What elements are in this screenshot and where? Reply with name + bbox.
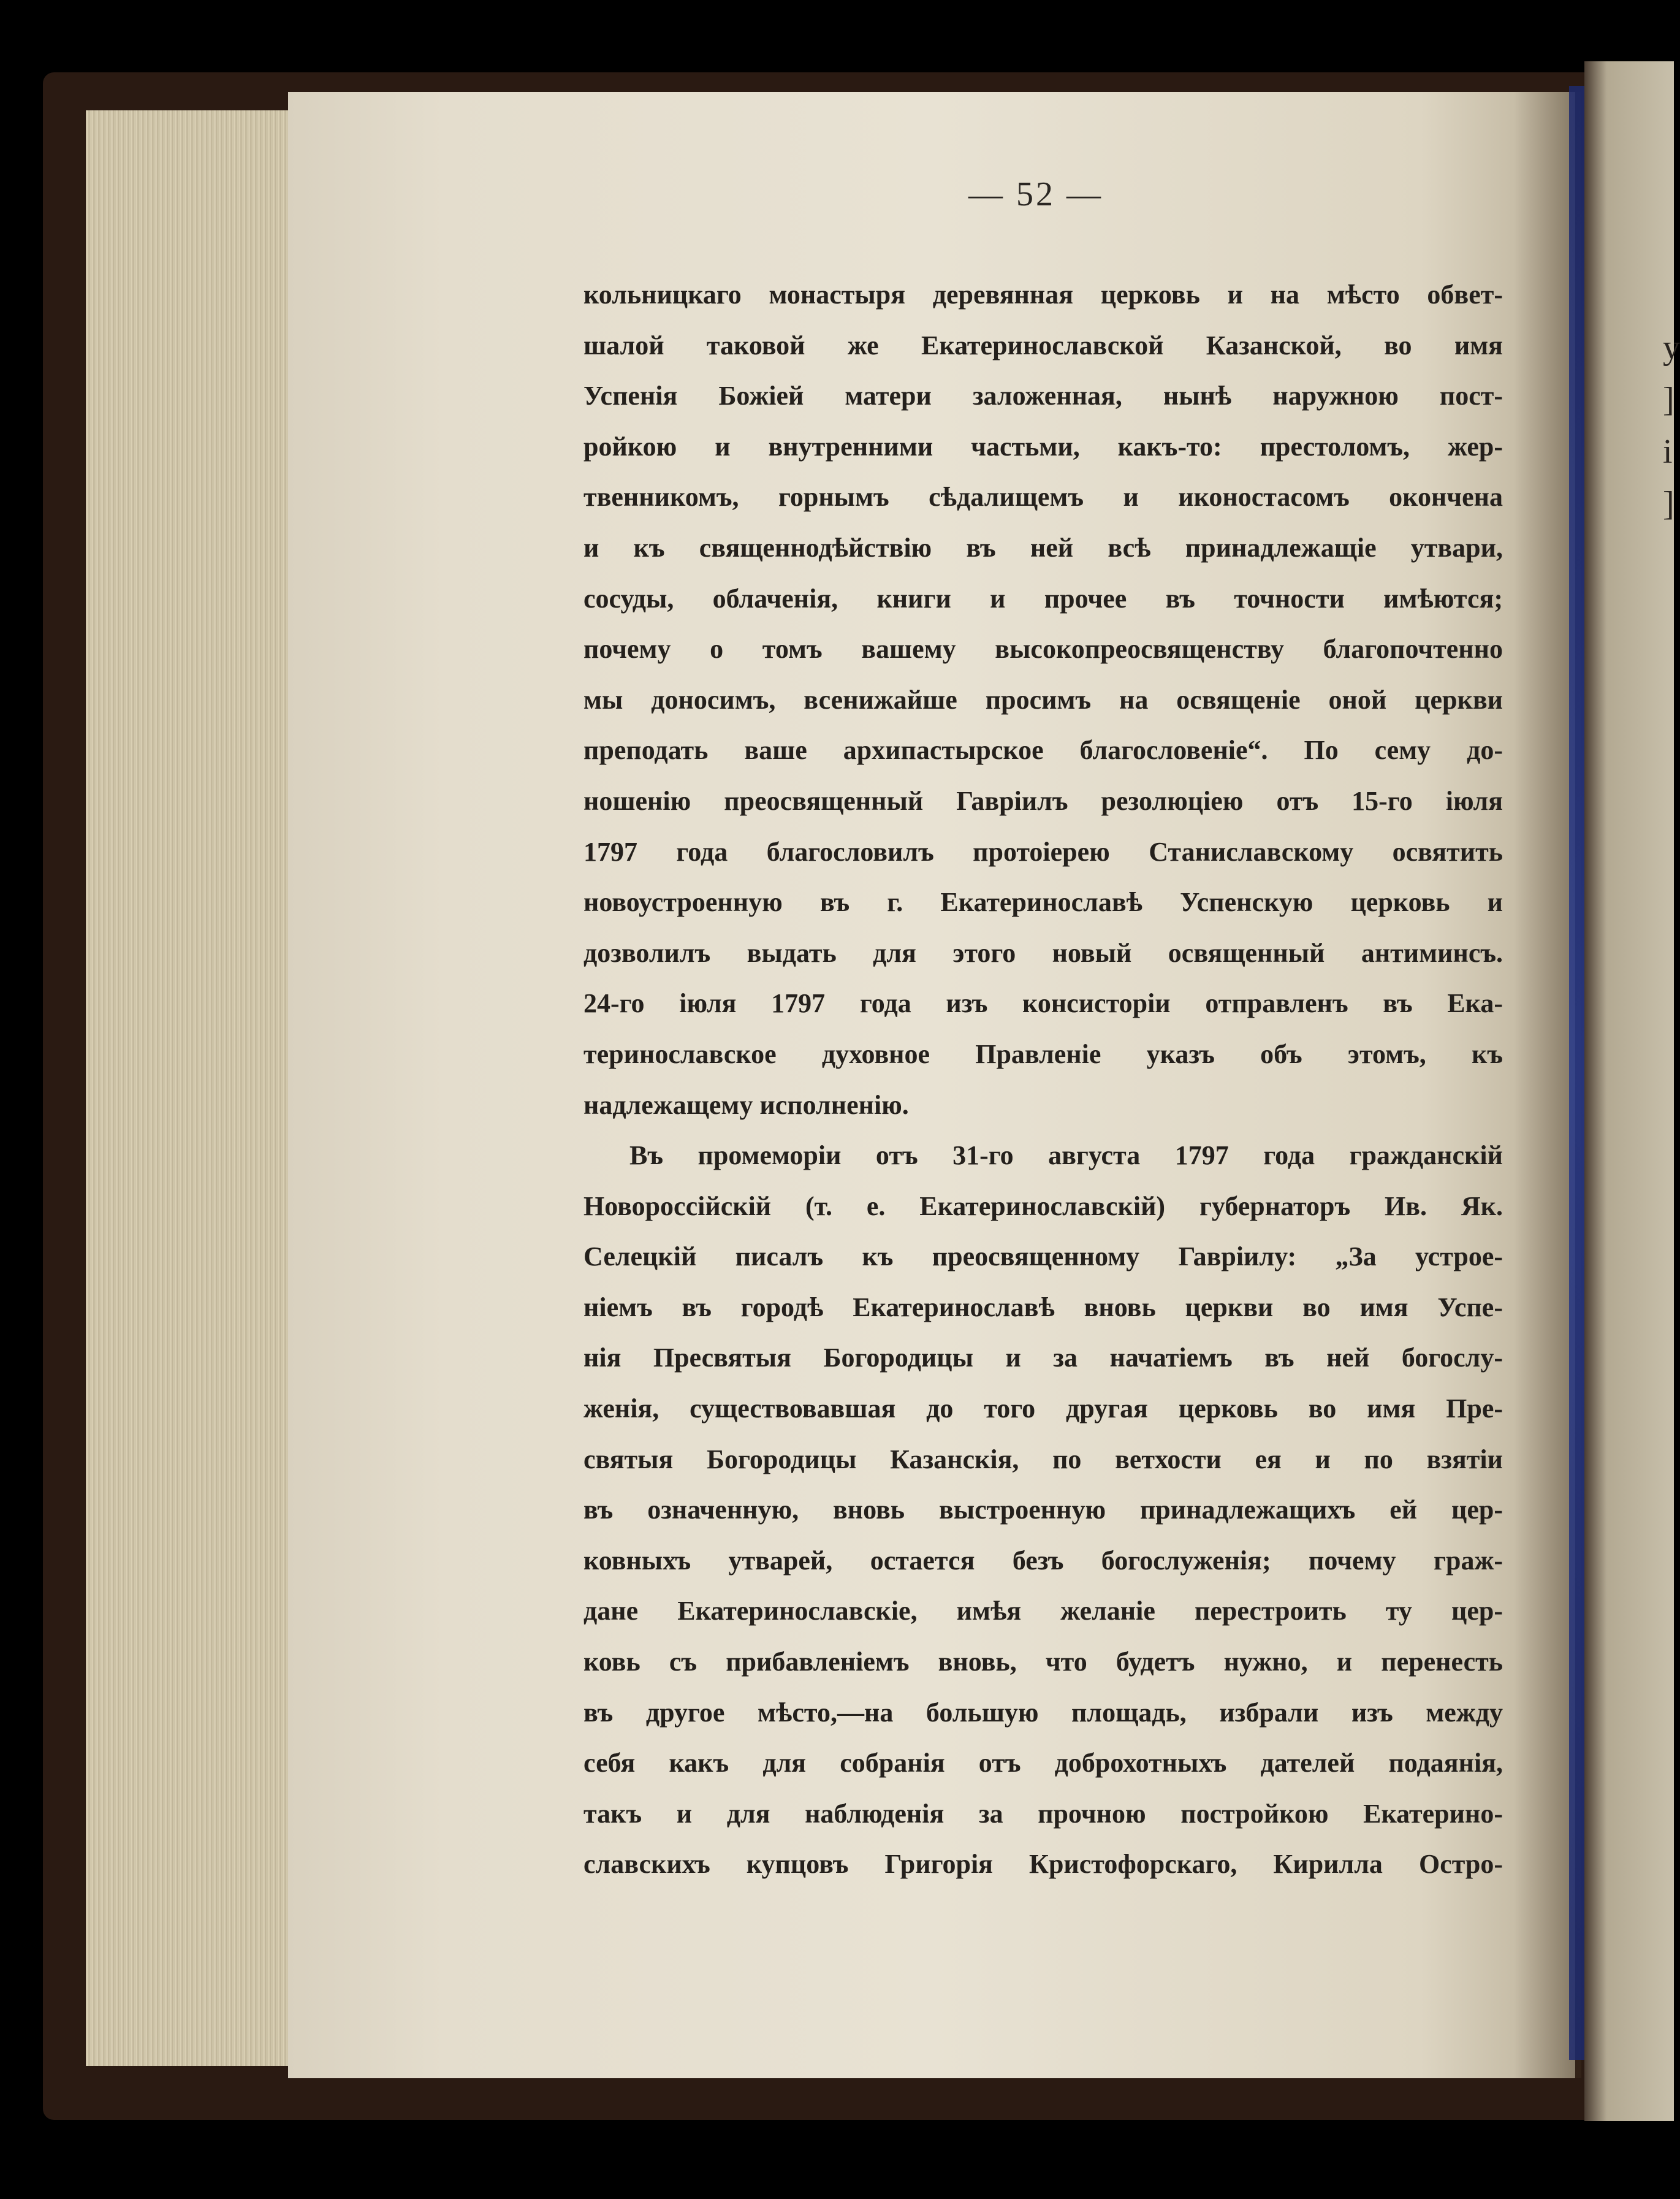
text-line: Новороссійскій (т. е. Екатеринославскій) губернаторъ Ив. Як.: [583, 1191, 1503, 1221]
text-line: надлежащему исполненію.: [583, 1089, 909, 1120]
page-number: — 52 —: [968, 175, 1103, 213]
text-line: себя какъ для собранія отъ доброхотныхъ дателей подаянія,: [583, 1748, 1503, 1778]
text-line: ройкою и внутренними частьми, какъ-то: престоломъ, жер-: [583, 431, 1503, 462]
next-page-fragment: [1584, 61, 1680, 2121]
text-line: женія, существовавшая до того другая церковь во имя Пре-: [583, 1393, 1503, 1424]
text-line: Селецкій писалъ къ преосвященному Гавріилу: „За устрое-: [583, 1241, 1503, 1272]
text-line: почему о томъ вашему высокопреосвященству благопочтенно: [583, 634, 1503, 665]
text-line: и къ священнодѣйствію въ ней всѣ принадлежащіе утвари,: [583, 532, 1503, 563]
text-line: мы доносимъ, всенижайше просимъ на освященіе оной церкви: [583, 684, 1503, 715]
text-line: славскихъ купцовъ Григорія Кристофорскаго, Кирилла Остро-: [583, 1849, 1503, 1880]
text-line: шалой таковой же Екатеринославской Казанской, во имя: [583, 330, 1503, 360]
next-page-char: у: [1663, 329, 1680, 367]
text-line: въ означенную, вновь выстроенную принадлежащихъ ей цер-: [583, 1495, 1503, 1525]
text-line: въ другое мѣсто,—на большую площадь, избрали изъ между: [583, 1697, 1503, 1728]
text-line: нія Пресвятыя Богородицы и за начатіемъ въ ней богослу-: [583, 1343, 1503, 1373]
text-line: ковныхъ утварей, остается безъ богослуженія; почему граж-: [583, 1545, 1503, 1576]
page-edges: [86, 110, 294, 2066]
text-line: ніемъ въ городѣ Екатеринославѣ вновь церкви во имя Успе-: [583, 1292, 1503, 1322]
text-line: сосуды, облаченія, книги и прочее въ точности имѣются;: [583, 583, 1503, 614]
paragraph-start-line: Въ промеморіи отъ 31-го августа 1797 года гражданскій: [629, 1140, 1503, 1171]
text-line: Успенія Божіей матери заложенная, нынѣ наружною пост-: [583, 381, 1503, 411]
text-line: 1797 года благословилъ протоіерею Станиславскому освятить: [583, 836, 1503, 867]
blue-page-edge: [1569, 86, 1586, 2060]
text-line: 24-го іюля 1797 года изъ консисторіи отправленъ въ Ека-: [583, 988, 1503, 1019]
text-line: теринославское духовное Правленіе указъ объ этомъ, къ: [583, 1039, 1503, 1069]
text-line: дане Екатеринославскіе, имѣя желаніе перестроить ту цер-: [583, 1596, 1503, 1626]
text-line: ношенію преосвященный Гавріилъ резолюціею отъ 15-го іюля: [583, 785, 1503, 816]
text-line: дозволилъ выдать для этого новый освященный антиминсъ.: [583, 937, 1503, 968]
text-line: ковь съ прибавленіемъ вновь, что будетъ нужно, и перенесть: [583, 1647, 1503, 1677]
text-line: святыя Богородицы Казанскія, по ветхости ея и по взятіи: [583, 1444, 1503, 1474]
text-line: кольницкаго монастыря деревянная церковь и на мѣсто обвет-: [583, 280, 1503, 310]
next-page-char: ]: [1663, 485, 1674, 523]
text-line: такъ и для наблюденія за прочною постройкою Екатерино-: [583, 1798, 1503, 1829]
next-page-char: ]: [1663, 381, 1674, 419]
text-line: новоустроенную въ г. Екатеринославѣ Успенскую церковь и: [583, 887, 1503, 918]
next-page-char: і: [1663, 433, 1673, 471]
body-text: [583, 270, 1503, 1890]
text-line: твенникомъ, горнымъ сѣдалищемъ и иконостасомъ окончена: [583, 482, 1503, 513]
text-line: преподать ваше архипастырское благословеніе“. По сему до-: [583, 735, 1503, 766]
